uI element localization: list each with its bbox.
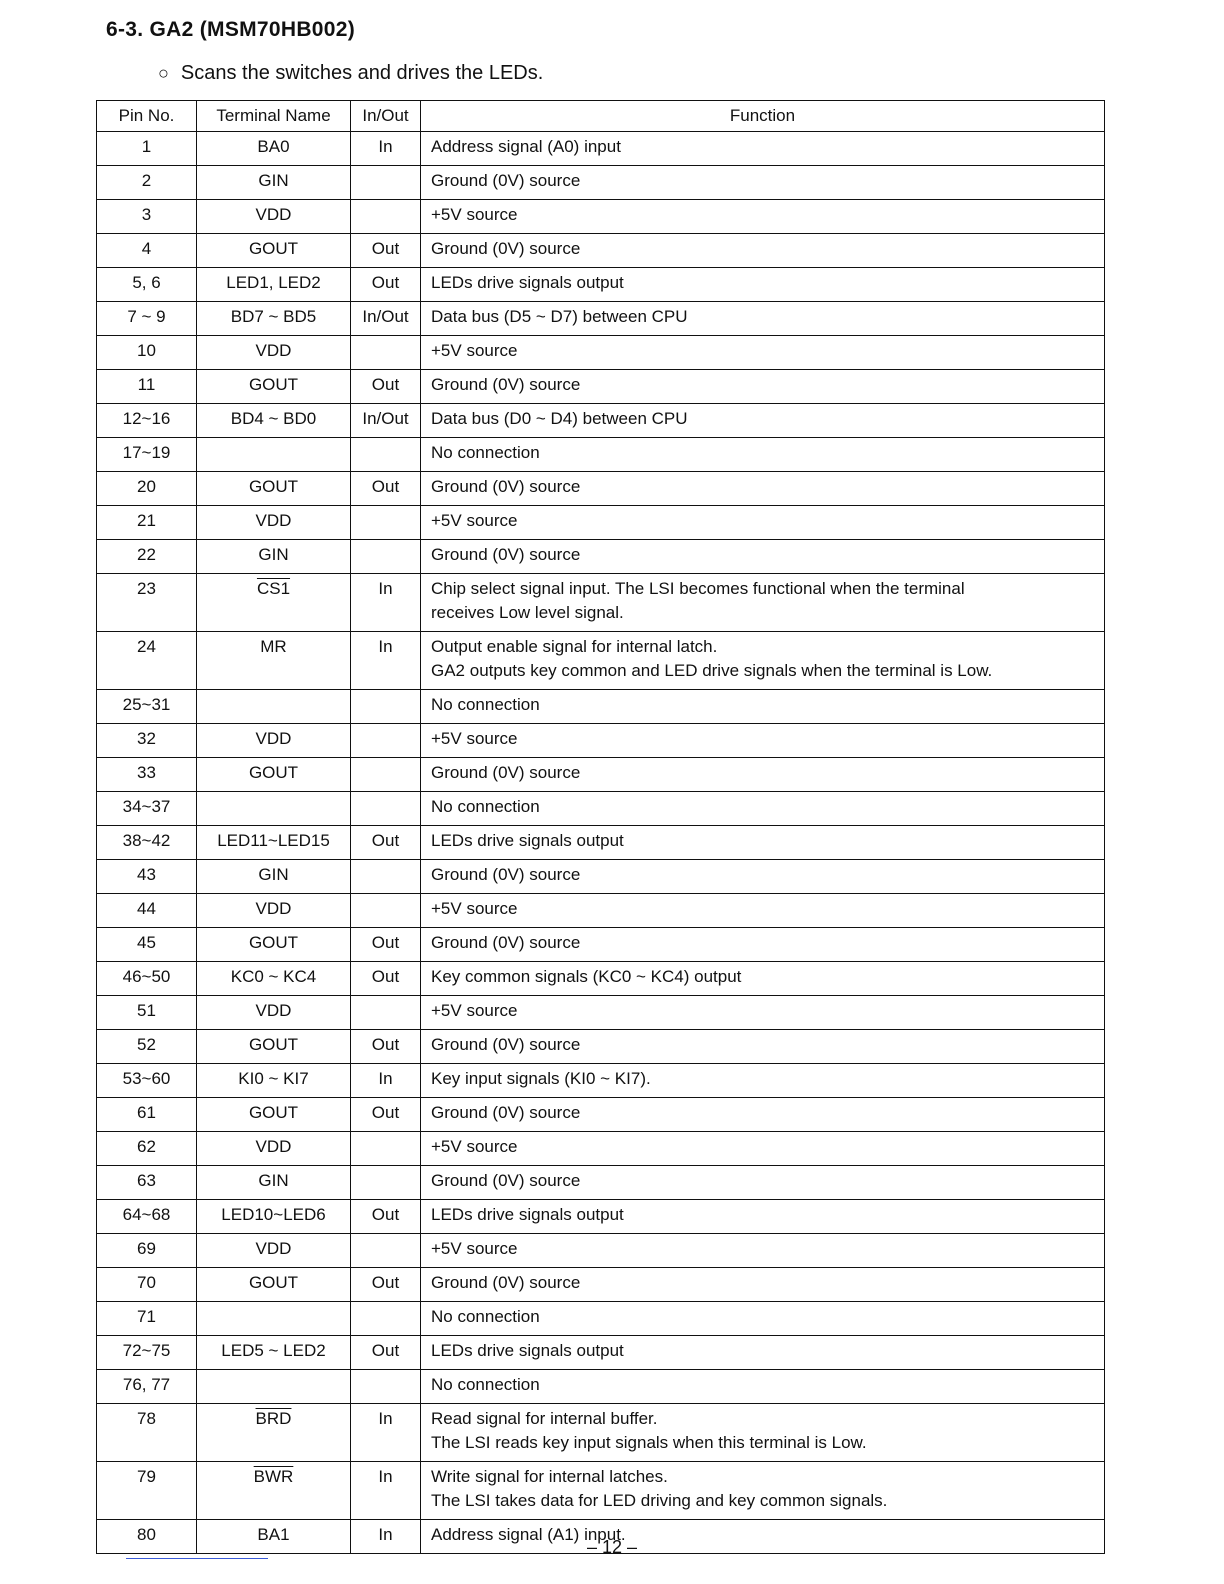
- table-row: [97, 792, 1105, 826]
- pin-no-cell: 38~42: [97, 826, 197, 860]
- terminal-name-cell: [197, 404, 351, 438]
- table-row: [97, 302, 1105, 336]
- pin-no-cell: 52: [97, 1030, 197, 1064]
- function-cell: [421, 996, 1105, 1030]
- in-out-cell: [351, 724, 421, 758]
- terminal-name-cell: [197, 370, 351, 404]
- terminal-name-text: GIN: [258, 865, 289, 884]
- function-cell: [421, 1030, 1105, 1064]
- header-in-out: In/Out: [351, 101, 421, 132]
- function-text: Ground (0V) source: [431, 933, 581, 952]
- function-cell: [421, 928, 1105, 962]
- function-cell: [421, 1302, 1105, 1336]
- pin-no-cell: 22: [97, 540, 197, 574]
- terminal-name-cell: [197, 962, 351, 996]
- pin-no-cell: 1: [97, 132, 197, 166]
- in-out-cell: [351, 166, 421, 200]
- table-row: [97, 1098, 1105, 1132]
- table-row: [97, 1302, 1105, 1336]
- function-text: Ground (0V) source: [431, 763, 581, 782]
- function-cell: [421, 1234, 1105, 1268]
- function-cell: [421, 1268, 1105, 1302]
- function-cell: [421, 894, 1105, 928]
- function-text: +5V source: [431, 729, 518, 748]
- terminal-name-cell: [197, 268, 351, 302]
- table-row: [97, 758, 1105, 792]
- function-text: No connection: [431, 695, 540, 714]
- table-row: [97, 370, 1105, 404]
- table-row: [97, 962, 1105, 996]
- in-out-cell: Out: [351, 928, 421, 962]
- in-out-cell: [351, 506, 421, 540]
- function-cell: [421, 132, 1105, 166]
- terminal-name-cell: [197, 1200, 351, 1234]
- table-row: [97, 132, 1105, 166]
- function-text: +5V source: [431, 899, 518, 918]
- function-cell: [421, 438, 1105, 472]
- table-row: [97, 438, 1105, 472]
- table-row: [97, 894, 1105, 928]
- in-out-cell: Out: [351, 1030, 421, 1064]
- table-row: [97, 1030, 1105, 1064]
- function-text: +5V source: [431, 511, 518, 530]
- function-text: LEDs drive signals output: [431, 1341, 624, 1360]
- terminal-name-cell: [197, 1098, 351, 1132]
- function-text: +5V source: [431, 341, 518, 360]
- function-text: +5V source: [431, 1001, 518, 1020]
- in-out-cell: In: [351, 1462, 421, 1520]
- in-out-cell: Out: [351, 1268, 421, 1302]
- terminal-name-cell: [197, 724, 351, 758]
- function-cell: [421, 166, 1105, 200]
- function-cell: [421, 758, 1105, 792]
- pin-no-cell: 24: [97, 632, 197, 690]
- function-cell: [421, 370, 1105, 404]
- function-cell: [421, 540, 1105, 574]
- table-row: [97, 690, 1105, 724]
- function-text: LEDs drive signals output: [431, 1205, 624, 1224]
- terminal-name-text: BA1: [257, 1525, 290, 1544]
- function-cell: [421, 336, 1105, 370]
- pin-no-cell: 32: [97, 724, 197, 758]
- pin-no-cell: 62: [97, 1132, 197, 1166]
- terminal-name-cell: [197, 826, 351, 860]
- page-number: – 12 –: [586, 1537, 638, 1557]
- pin-no-cell: 12~16: [97, 404, 197, 438]
- pin-no-cell: 61: [97, 1098, 197, 1132]
- function-text: Ground (0V) source: [431, 545, 581, 564]
- in-out-cell: [351, 336, 421, 370]
- function-cell: [421, 1166, 1105, 1200]
- terminal-name-text: VDD: [255, 729, 292, 748]
- function-text: Ground (0V) source: [431, 1171, 581, 1190]
- in-out-cell: In/Out: [351, 302, 421, 336]
- table-row: [97, 1370, 1105, 1404]
- terminal-name-cell: [197, 1302, 351, 1336]
- terminal-name-cell: [197, 894, 351, 928]
- in-out-cell: [351, 1234, 421, 1268]
- terminal-name-cell: [197, 928, 351, 962]
- section-description-text: Scans the switches and drives the LEDs.: [180, 62, 544, 84]
- terminal-name-text: VDD: [255, 341, 292, 360]
- function-cell: [421, 826, 1105, 860]
- table-row: [97, 574, 1105, 632]
- terminal-name-cell: [197, 1336, 351, 1370]
- in-out-cell: [351, 1370, 421, 1404]
- terminal-name-cell: [197, 1030, 351, 1064]
- pin-no-cell: 72~75: [97, 1336, 197, 1370]
- pin-no-cell: 46~50: [97, 962, 197, 996]
- terminal-name-text: GOUT: [248, 477, 299, 496]
- terminal-name-cell: [197, 166, 351, 200]
- pin-no-cell: 51: [97, 996, 197, 1030]
- pin-no-cell: 70: [97, 1268, 197, 1302]
- table-row: [97, 1404, 1105, 1462]
- terminal-name-cell: [197, 860, 351, 894]
- in-out-cell: In: [351, 632, 421, 690]
- function-text: Output enable signal for internal latch.: [431, 637, 718, 656]
- pin-no-cell: 63: [97, 1166, 197, 1200]
- pin-no-cell: 64~68: [97, 1200, 197, 1234]
- terminal-name-cell: [197, 336, 351, 370]
- function-text: Address signal (A1) input.: [431, 1525, 626, 1544]
- terminal-name-cell: [197, 632, 351, 690]
- terminal-name-text: VDD: [255, 899, 292, 918]
- terminal-name-text: GIN: [258, 545, 289, 564]
- in-out-cell: In: [351, 574, 421, 632]
- table-row: [97, 1064, 1105, 1098]
- table-body: [97, 132, 1105, 1554]
- terminal-name-text: LED5 ~ LED2: [221, 1341, 326, 1360]
- terminal-name-text: CS1: [256, 579, 291, 598]
- function-text: +5V source: [431, 205, 518, 224]
- pin-no-cell: 53~60: [97, 1064, 197, 1098]
- function-text: No connection: [431, 797, 540, 816]
- function-text: +5V source: [431, 1137, 518, 1156]
- function-text: LEDs drive signals output: [431, 831, 624, 850]
- function-text: Data bus (D0 ~ D4) between CPU: [431, 409, 688, 428]
- pin-no-cell: 5, 6: [97, 268, 197, 302]
- terminal-name-text: GOUT: [248, 239, 299, 258]
- function-cell: [421, 1336, 1105, 1370]
- function-text: Ground (0V) source: [431, 1035, 581, 1054]
- terminal-name-text: GOUT: [248, 763, 299, 782]
- in-out-cell: In: [351, 132, 421, 166]
- terminal-name-text: GOUT: [248, 375, 299, 394]
- in-out-cell: In/Out: [351, 404, 421, 438]
- in-out-cell: [351, 996, 421, 1030]
- in-out-cell: Out: [351, 234, 421, 268]
- terminal-name-cell: [197, 438, 351, 472]
- in-out-cell: In: [351, 1064, 421, 1098]
- terminal-name-cell: [197, 540, 351, 574]
- function-cell: [421, 200, 1105, 234]
- table-row: [97, 404, 1105, 438]
- table-row: [97, 506, 1105, 540]
- table-row: [97, 996, 1105, 1030]
- function-text: Ground (0V) source: [431, 865, 581, 884]
- pin-no-cell: 3: [97, 200, 197, 234]
- in-out-cell: Out: [351, 1200, 421, 1234]
- function-cell: [421, 1370, 1105, 1404]
- function-text: Address signal (A0) input: [431, 137, 621, 156]
- terminal-name-cell: [197, 472, 351, 506]
- footer-rule: [126, 1558, 268, 1559]
- terminal-name-text: MR: [260, 637, 287, 656]
- function-text: No connection: [431, 443, 540, 462]
- pin-no-cell: 43: [97, 860, 197, 894]
- pin-no-cell: 79: [97, 1462, 197, 1520]
- function-text: Ground (0V) source: [431, 1103, 581, 1122]
- table-row: [97, 540, 1105, 574]
- function-cell: [421, 632, 1105, 690]
- table-row: [97, 826, 1105, 860]
- pin-no-cell: 23: [97, 574, 197, 632]
- pin-no-cell: 17~19: [97, 438, 197, 472]
- terminal-name-cell: [197, 302, 351, 336]
- terminal-name-cell: [197, 996, 351, 1030]
- header-pin-no: Pin No.: [97, 101, 197, 132]
- terminal-name-cell: [197, 234, 351, 268]
- in-out-cell: [351, 1166, 421, 1200]
- table-row: [97, 860, 1105, 894]
- function-cell: [421, 1064, 1105, 1098]
- pin-no-cell: 76, 77: [97, 1370, 197, 1404]
- terminal-name-cell: [197, 690, 351, 724]
- terminal-name-cell: [197, 1370, 351, 1404]
- table-row: [97, 1336, 1105, 1370]
- function-text: Ground (0V) source: [431, 1273, 581, 1292]
- pin-no-cell: 25~31: [97, 690, 197, 724]
- terminal-name-cell: [197, 1404, 351, 1462]
- function-text: +5V source: [431, 1239, 518, 1258]
- in-out-cell: [351, 1132, 421, 1166]
- header-function: Function: [421, 101, 1105, 132]
- table-row: [97, 1166, 1105, 1200]
- terminal-name-cell: [197, 1462, 351, 1520]
- in-out-cell: Out: [351, 472, 421, 506]
- pin-no-cell: 71: [97, 1302, 197, 1336]
- in-out-cell: [351, 1302, 421, 1336]
- function-text: The LSI takes data for LED driving and key common signals.: [431, 1491, 888, 1510]
- function-cell: [421, 690, 1105, 724]
- in-out-cell: [351, 758, 421, 792]
- terminal-name-cell: [197, 1234, 351, 1268]
- terminal-name-text: GIN: [258, 1171, 289, 1190]
- function-text: Ground (0V) source: [431, 239, 581, 258]
- function-cell: [421, 860, 1105, 894]
- terminal-name-text: BD7 ~ BD5: [230, 307, 317, 326]
- pin-no-cell: 10: [97, 336, 197, 370]
- function-cell: [421, 1132, 1105, 1166]
- terminal-name-text: $\overline{BRD}$: [255, 1409, 292, 1428]
- table-header-row: [97, 101, 1105, 132]
- function-cell: [421, 506, 1105, 540]
- in-out-cell: Out: [351, 1336, 421, 1370]
- function-text: receives Low level signal.: [431, 603, 624, 622]
- terminal-name-text: VDD: [255, 205, 292, 224]
- function-text: No connection: [431, 1375, 540, 1394]
- pin-no-cell: 2: [97, 166, 197, 200]
- table-row: [97, 632, 1105, 690]
- pin-no-cell: 78: [97, 1404, 197, 1462]
- in-out-cell: Out: [351, 370, 421, 404]
- function-cell: [421, 1462, 1105, 1520]
- terminal-name-cell: [197, 1268, 351, 1302]
- table-row: [97, 268, 1105, 302]
- in-out-cell: [351, 894, 421, 928]
- terminal-name-text: VDD: [255, 1239, 292, 1258]
- function-cell: [421, 1200, 1105, 1234]
- in-out-cell: Out: [351, 268, 421, 302]
- table-row: [97, 1268, 1105, 1302]
- table-row: [97, 724, 1105, 758]
- pin-no-cell: 45: [97, 928, 197, 962]
- terminal-name-cell: [197, 1132, 351, 1166]
- terminal-name-cell: [197, 506, 351, 540]
- function-text: Ground (0V) source: [431, 171, 581, 190]
- table-row: [97, 200, 1105, 234]
- pin-no-cell: 34~37: [97, 792, 197, 826]
- terminal-name-text: KC0 ~ KC4: [230, 967, 317, 986]
- table-row: [97, 1200, 1105, 1234]
- terminal-name-text: VDD: [255, 1001, 292, 1020]
- in-out-cell: [351, 792, 421, 826]
- function-cell: [421, 472, 1105, 506]
- in-out-cell: [351, 540, 421, 574]
- terminal-name-text: $\overline{BWR}$: [253, 1467, 294, 1486]
- table-row: [97, 472, 1105, 506]
- terminal-name-text: LED1, LED2: [226, 273, 321, 292]
- header-terminal-name: Terminal Name: [197, 101, 351, 132]
- in-out-cell: In: [351, 1404, 421, 1462]
- terminal-name-text: VDD: [255, 511, 292, 530]
- function-text: LEDs drive signals output: [431, 273, 624, 292]
- function-cell: [421, 268, 1105, 302]
- function-cell: [421, 724, 1105, 758]
- function-cell: [421, 962, 1105, 996]
- terminal-name-text: GOUT: [248, 1103, 299, 1122]
- function-text: Write signal for internal latches.: [431, 1467, 668, 1486]
- table-row: [97, 1462, 1105, 1520]
- in-out-cell: Out: [351, 1098, 421, 1132]
- terminal-name-text: BA0: [257, 137, 290, 156]
- table-row: [97, 1132, 1105, 1166]
- terminal-name-cell: [197, 200, 351, 234]
- pin-no-cell: 20: [97, 472, 197, 506]
- bullet-icon: ○: [158, 63, 169, 83]
- terminal-name-cell: [197, 132, 351, 166]
- table-row: [97, 1234, 1105, 1268]
- pin-no-cell: 44: [97, 894, 197, 928]
- terminal-name-text: GOUT: [248, 933, 299, 952]
- in-out-cell: [351, 690, 421, 724]
- function-text: Data bus (D5 ~ D7) between CPU: [431, 307, 688, 326]
- in-out-cell: [351, 860, 421, 894]
- pin-function-table: [96, 100, 1105, 1554]
- terminal-name-cell: [197, 792, 351, 826]
- table-row: [97, 336, 1105, 370]
- function-text: Key input signals (KI0 ~ KI7).: [431, 1069, 651, 1088]
- function-cell: [421, 234, 1105, 268]
- function-text: No connection: [431, 1307, 540, 1326]
- terminal-name-text: GIN: [258, 171, 289, 190]
- table-row: [97, 928, 1105, 962]
- function-cell: [421, 574, 1105, 632]
- pin-no-cell: 80: [97, 1520, 197, 1554]
- function-text: Chip select signal input. The LSI becomes functional when the terminal: [431, 579, 965, 598]
- in-out-cell: In: [351, 1520, 421, 1554]
- function-text: Read signal for internal buffer.: [431, 1409, 658, 1428]
- in-out-cell: [351, 200, 421, 234]
- section-description: [158, 62, 543, 85]
- pin-no-cell: 33: [97, 758, 197, 792]
- function-text: GA2 outputs key common and LED drive signals when the terminal is Low.: [431, 661, 993, 680]
- function-text: Ground (0V) source: [431, 375, 581, 394]
- terminal-name-cell: [197, 758, 351, 792]
- in-out-cell: Out: [351, 962, 421, 996]
- table-row: [97, 234, 1105, 268]
- function-cell: [421, 792, 1105, 826]
- in-out-cell: Out: [351, 826, 421, 860]
- page-heading: 6-3. GA2 (MSM70HB002): [106, 18, 356, 41]
- table-row: [97, 166, 1105, 200]
- function-cell: [421, 1404, 1105, 1462]
- terminal-name-cell: [197, 1064, 351, 1098]
- in-out-cell: [351, 438, 421, 472]
- function-cell: [421, 404, 1105, 438]
- terminal-name-text: GOUT: [248, 1035, 299, 1054]
- terminal-name-text: LED11~LED15: [217, 831, 330, 850]
- pin-no-cell: 21: [97, 506, 197, 540]
- terminal-name-text: GOUT: [248, 1273, 299, 1292]
- terminal-name-text: VDD: [255, 1137, 292, 1156]
- pin-no-cell: 69: [97, 1234, 197, 1268]
- pin-no-cell: 7 ~ 9: [97, 302, 197, 336]
- terminal-name-text: BD4 ~ BD0: [230, 409, 317, 428]
- terminal-name-cell: [197, 1166, 351, 1200]
- terminal-name-cell: [197, 574, 351, 632]
- function-text: Ground (0V) source: [431, 477, 581, 496]
- function-text: The LSI reads key input signals when this terminal is Low.: [431, 1433, 867, 1452]
- function-text: Key common signals (KC0 ~ KC4) output: [431, 967, 742, 986]
- function-cell: [421, 1098, 1105, 1132]
- terminal-name-text: KI0 ~ KI7: [238, 1069, 309, 1088]
- terminal-name-text: LED10~LED6: [221, 1205, 326, 1224]
- pin-no-cell: 4: [97, 234, 197, 268]
- pin-no-cell: 11: [97, 370, 197, 404]
- function-cell: [421, 302, 1105, 336]
